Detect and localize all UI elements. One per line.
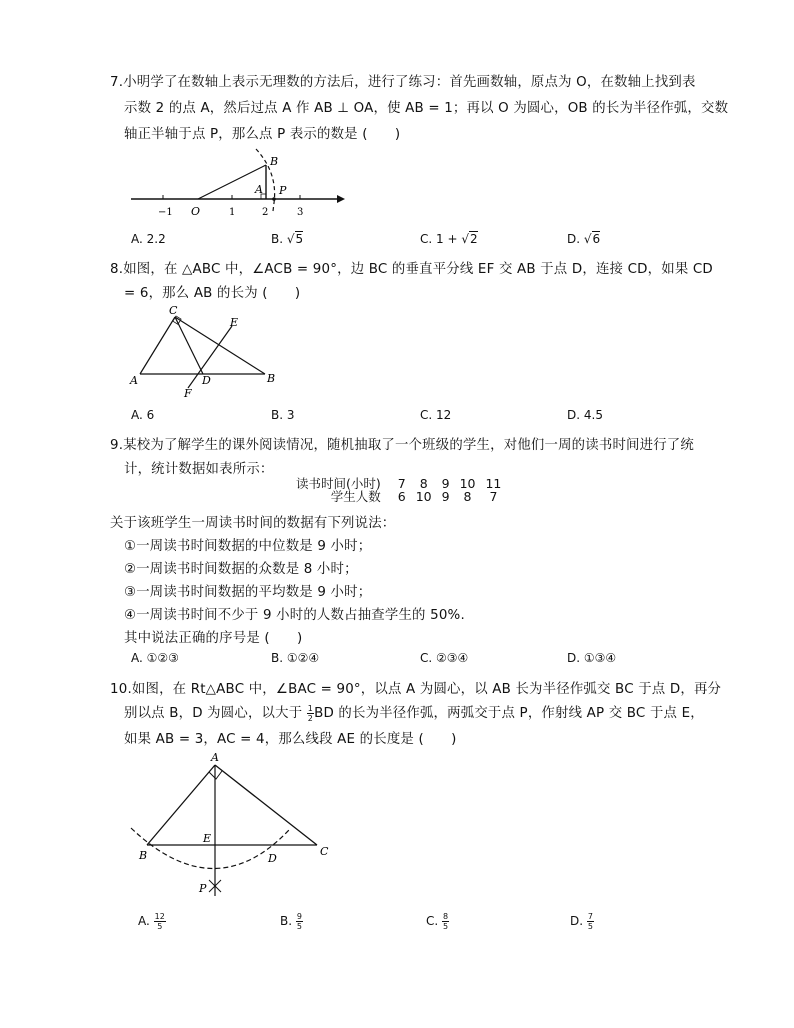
q10-option-c[interactable]: C. $\frac{8}{5}$ (426, 912, 449, 931)
option-fraction: $\frac{12}{5}$ (154, 912, 165, 931)
sqrt-sign: √ (461, 232, 470, 246)
q8-label-b: B (267, 372, 276, 385)
option-fraction: $\frac{9}{5}$ (296, 912, 302, 931)
option-fraction: $\frac{7}{5}$ (587, 912, 593, 931)
option-fraction: $\frac{8}{5}$ (443, 912, 449, 931)
q7-tick-1: 1 (229, 207, 236, 218)
reading-time-table (291, 477, 506, 503)
q8-label-d: D (202, 374, 211, 387)
q10-option-b[interactable]: B. $\frac{9}{5}$ (280, 912, 302, 931)
q9-statement-2: ②一周读书时间数据的众数是 8 小时； (124, 562, 358, 577)
q7-label-a: A (255, 183, 263, 196)
q10-label-e: E (203, 832, 212, 845)
table-cell: 9 (441, 476, 450, 491)
table-cell: 11 (485, 476, 502, 491)
q9-line-2: 计，统计数据如表所示： (124, 462, 274, 477)
q7-label-b: B (270, 155, 279, 168)
q10-number: 10. (110, 682, 132, 697)
table-header-hours: 读书时间(小时) (296, 476, 381, 491)
sqrt-sign: √ (286, 232, 295, 246)
sqrt-sign: √ (583, 232, 592, 246)
q10-line-1: 10.如图，在 Rt△ABC 中，∠BAC = 90°，以点 A 为圆心，以 AB 长为半径作弧交 BC 于点 D，再分 (110, 682, 722, 697)
q7-tick-2: 2 (262, 207, 269, 218)
q9-statement-1: ①一周读书时间数据的中位数是 9 小时； (124, 539, 372, 554)
table-cell: 6 (397, 489, 406, 504)
q8-option-b[interactable]: B. 3 (271, 408, 295, 422)
q8-label-e: E (230, 316, 239, 329)
q7-line-1: 7.小明学了在数轴上表示无理数的方法后，进行了练习：首先画数轴，原点为 O，在数轴上找到表 (110, 75, 696, 90)
q8-option-d[interactable]: D. 4.5 (567, 408, 603, 422)
q9-statement-3: ③一周读书时间数据的平均数是 9 小时； (124, 585, 372, 600)
table-header-students: 学生人数 (330, 489, 381, 504)
q7-tick-3: 3 (297, 207, 304, 218)
table-cell: 9 (441, 489, 450, 504)
q8-triangle-figure (125, 302, 285, 402)
q7-line-3: 轴正半轴于点 P，那么点 P 表示的数是 ( ) (124, 127, 401, 142)
table-cell: 7 (397, 476, 406, 491)
q7-number: 7. (110, 75, 124, 90)
q7-option-d[interactable]: D. √6 (567, 232, 601, 246)
q8-label-c: C (169, 304, 178, 317)
q10-label-c: C (320, 845, 329, 858)
q7-option-c[interactable]: C. 1 + √2 (420, 232, 478, 246)
q7-tick-neg1: −1 (158, 207, 173, 218)
q7-option-b[interactable]: B. √5 (271, 232, 304, 246)
table-cell: 7 (489, 489, 498, 504)
q8-label-a: A (130, 374, 138, 387)
q7-line-2: 示数 2 的点 A，然后过点 A 作 AB ⊥ OA，使 AB = 1；再以 O 为圆心，OB 的长为半径作弧，交数 (124, 101, 729, 116)
q10-label-p: P (199, 882, 207, 895)
q9-option-b[interactable]: B. ①②④ (271, 651, 320, 665)
q9-number: 9. (110, 438, 124, 453)
q8-line-2: = 6，那么 AB 的长为 ( ) (124, 286, 301, 301)
q8-number: 8. (110, 262, 124, 277)
q9-prompt: 其中说法正确的序号是 ( ) (124, 631, 303, 646)
q10-line-3: 如果 AB = 3，AC = 4，那么线段 AE 的长度是 ( ) (124, 732, 457, 747)
q9-statement-4: ④一周读书时间不少于 9 小时的人数占抽查学生的 50%. (124, 608, 465, 623)
half-fraction: $\frac{1}{2}$ (307, 703, 314, 723)
q10-line-2: 别以点 B，D 为圆心，以大于 $\frac{1}{2}$ BD 的长为半径作弧，两弧交于点 P，作射线 AP 交 BC 于点 E， (124, 703, 704, 723)
q7-tick-o: O (191, 205, 201, 218)
q10-option-d[interactable]: D. $\frac{7}{5}$ (570, 912, 593, 931)
q8-option-c[interactable]: C. 12 (420, 408, 452, 422)
q10-label-b: B (139, 849, 148, 862)
q10-label-d: D (268, 852, 277, 865)
q10-option-a[interactable]: A. $\frac{12}{5}$ (138, 912, 165, 931)
q9-option-d[interactable]: D. ①③④ (567, 651, 617, 665)
q7-label-p: P (279, 184, 287, 197)
q9-option-c[interactable]: C. ②③④ (420, 651, 469, 665)
q9-option-a[interactable]: A. ①②③ (131, 651, 179, 665)
table-cell: 10 (415, 489, 432, 504)
table-cell: 8 (463, 489, 472, 504)
q10-triangle-figure (125, 748, 340, 903)
q7-number-line-figure (125, 143, 345, 223)
q9-line-1: 9.某校为了解学生的课外阅读情况，随机抽取了一个班级的学生，对他们一周的读书时间进行了统 (110, 438, 694, 453)
q8-line-1: 8.如图，在 △ABC 中，∠ACB = 90°，边 BC 的垂直平分线 EF 交 AB 于点 D，连接 CD，如果 CD (110, 262, 713, 277)
table-cell: 10 (459, 476, 476, 491)
q8-option-a[interactable]: A. 6 (131, 408, 155, 422)
q7-option-a[interactable]: A. 2.2 (131, 232, 166, 246)
q8-label-f: F (184, 387, 192, 400)
table-row (291, 490, 506, 503)
q9-intro: 关于该班学生一周读书时间的数据有下列说法： (110, 516, 396, 531)
q10-label-a: A (211, 751, 219, 764)
table-cell: 8 (419, 476, 428, 491)
